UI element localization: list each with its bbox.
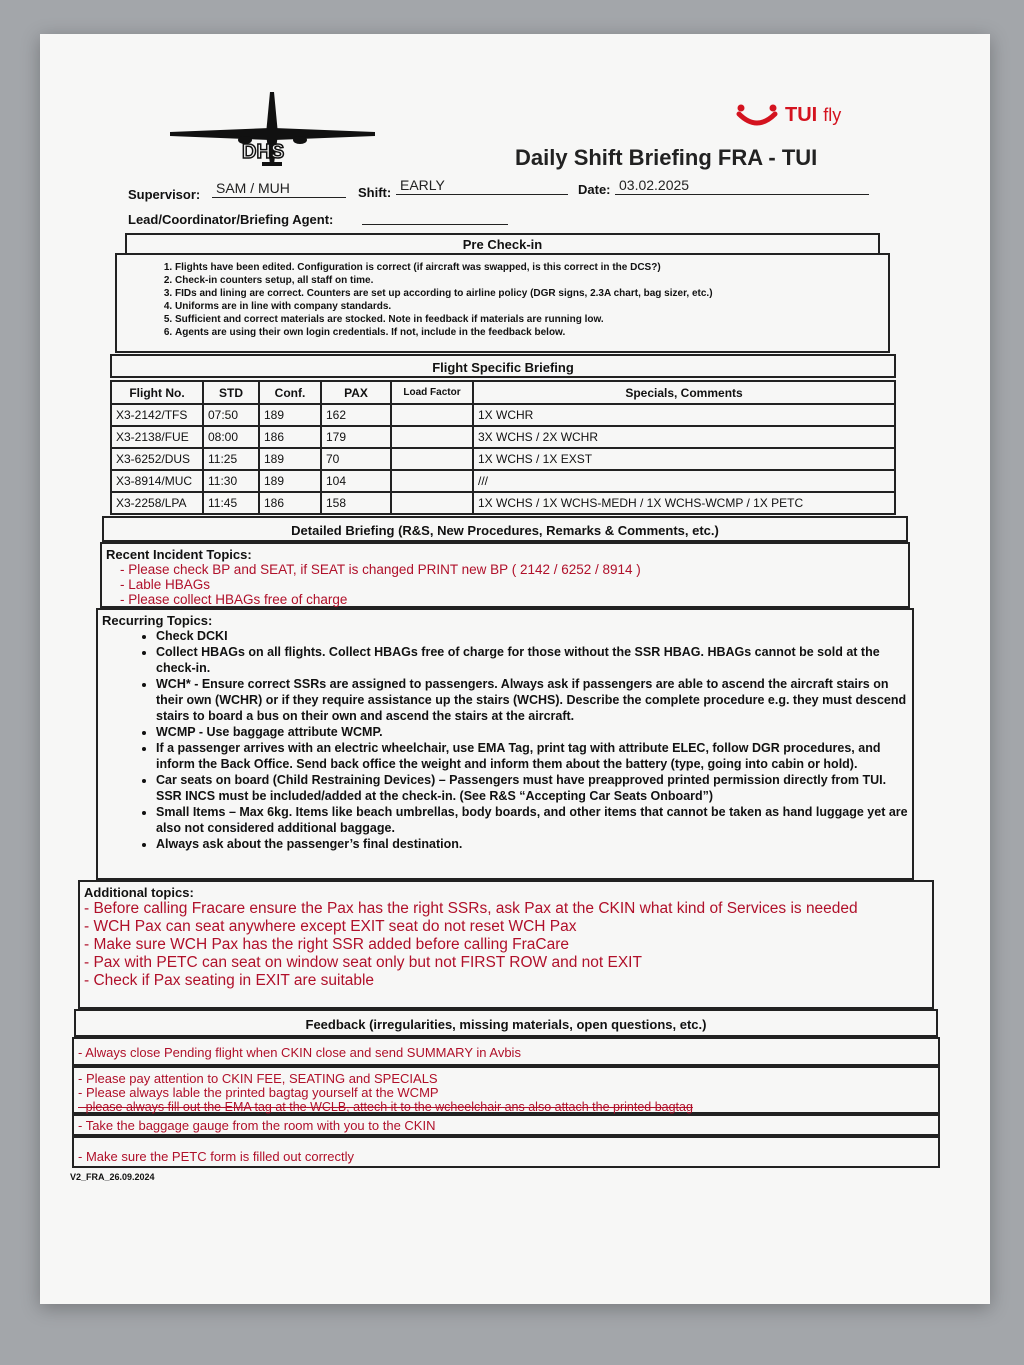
cell-conf: 186 [259, 492, 321, 514]
recent-incident-item: - Please collect HBAGs free of charge [120, 592, 348, 607]
cell-pax: 179 [321, 426, 391, 448]
feedback-line: - Please pay attention to CKIN FEE, SEATING and SPECIALS [78, 1071, 438, 1086]
cell-pax: 70 [321, 448, 391, 470]
flight-table [110, 380, 896, 515]
feedback-row [72, 1066, 940, 1114]
supervisor-label: Supervisor: [128, 187, 201, 202]
pre-checkin-item: 2. Check-in counters setup, all staff on time. [175, 274, 888, 287]
col-header: Conf. [259, 381, 321, 404]
additional-topic-item: - Check if Pax seating in EXIT are suitable [84, 972, 375, 989]
cell-pax: 158 [321, 492, 391, 514]
cell-std: 07:50 [203, 404, 259, 426]
cell-specials: 1X WCHS / 1X WCHS-MEDH / 1X WCHS-WCMP / 1X PETC [473, 492, 895, 514]
table-header-row [111, 381, 895, 404]
shift-value: EARLY [396, 176, 568, 195]
tui-brand-text: TUI [785, 103, 818, 126]
recurring-topic-item: • Collect HBAGs on all flights. Collect HBAGs free of charge for those without the SSR HBAG. HBAGs cannot be sold at the check-in. [156, 644, 908, 676]
version-label: V2_FRA_26.09.2024 [70, 1172, 155, 1182]
recurring-topic-item: • WCH* - Ensure correct SSRs are assigned to passengers. Always ask if passengers are able to ascend the aircraft stairs on their own (WCHR) or if they require assistance up the stairs (WCHS). Describe the complete procedure e.g. they must descend stairs to board a bus on their own and ascend the stairs at the aircraft. [156, 676, 908, 724]
cell-specials: /// [473, 470, 895, 492]
additional-topic-item: - Make sure WCH Pax has the right SSR added before calling FraCare [84, 936, 570, 953]
pre-checkin-item: 6. Agents are using their own login credentials. If not, include in the feedback below. [175, 326, 888, 339]
cell-load-factor [391, 448, 473, 470]
feedback-row [72, 1136, 940, 1168]
recent-incident-item: - Lable HBAGs [120, 577, 211, 592]
cell-specials: 1X WCHR [473, 404, 895, 426]
pre-checkin-title: Pre Check-in [125, 233, 880, 253]
recurring-topic-item: • If a passenger arrives with an electric wheelchair, use EMA Tag, print tag with attribute ELEC, follow DGR procedures, and inform the Back Office. Send back office the weight and inform them about the battery (type, going into cabin or hold). [156, 740, 908, 772]
dhs-airplane-logo [170, 84, 380, 174]
feedback-line: - Take the baggage gauge from the room with you to the CKIN [78, 1118, 436, 1133]
feedback-line: - please always fill out the EMA tag at the WCLB, attech it to the wcheelchair ans also attach the printed bagtag [78, 1100, 693, 1114]
table-row [111, 448, 895, 470]
tui-fly-logo [735, 102, 841, 128]
additional-topic-item: - WCH Pax can seat anywhere except EXIT seat do not reset WCH Pax [84, 918, 577, 935]
feedback-row [72, 1037, 940, 1066]
feedback-title: Feedback (irregularities, missing materials, open questions, etc.) [74, 1009, 938, 1037]
recurring-topics-heading: Recurring Topics: [102, 613, 213, 628]
cell-flight: X3-2142/TFS [111, 404, 203, 426]
cell-flight: X3-2138/FUE [111, 426, 203, 448]
cell-load-factor [391, 426, 473, 448]
recurring-topic-item: • Small Items – Max 6kg. Items like beach umbrellas, body boards, and other items that cannot be taken as hand luggage yet are also not considered additional baggage. [156, 804, 908, 836]
additional-topic-item: - Before calling Fracare ensure the Pax has the right SSRs, ask Pax at the CKIN what kind of Services is needed [84, 900, 858, 917]
table-row [111, 426, 895, 448]
recent-incident-item: - Please check BP and SEAT, if SEAT is changed PRINT new BP ( 2142 / 6252 / 8914 ) [120, 562, 641, 577]
detailed-briefing-title: Detailed Briefing (R&S, New Procedures, Remarks & Comments, etc.) [102, 516, 908, 542]
date-label: Date: [578, 182, 611, 197]
lead-agent-label: Lead/Coordinator/Briefing Agent: [128, 212, 334, 227]
col-header: PAX [321, 381, 391, 404]
recurring-topic-item: • Always ask about the passenger’s final destination. [156, 836, 908, 852]
cell-std: 11:30 [203, 470, 259, 492]
additional-topic-item: - Pax with PETC can seat on window seat only but not FIRST ROW and not EXIT [84, 954, 642, 971]
fly-brand-text: fly [823, 104, 842, 125]
shift-label: Shift: [358, 185, 392, 200]
feedback-line: - Make sure the PETC form is filled out correctly [78, 1149, 354, 1164]
recurring-topic-item: • Car seats on board (Child Restraining Devices) – Passengers must have preapproved printed permission directly from TUI. SSR INCS must be included/added at the check-in. (See R&S “Accepting Car Seats Onboard”) [156, 772, 908, 804]
cell-std: 11:45 [203, 492, 259, 514]
cell-flight: X3-2258/LPA [111, 492, 203, 514]
additional-topics-heading: Additional topics: [84, 885, 194, 900]
recurring-topics-section [96, 608, 914, 880]
cell-conf: 189 [259, 470, 321, 492]
pre-checkin-item: 5. Sufficient and correct materials are stocked. Note in feedback if materials are running low. [175, 313, 888, 326]
col-header: STD [203, 381, 259, 404]
recent-incidents-section [100, 542, 910, 608]
col-header: Load Factor [391, 381, 473, 404]
cell-load-factor [391, 470, 473, 492]
briefing-sheet [40, 34, 990, 1304]
cell-pax: 162 [321, 404, 391, 426]
feedback-line: - Always close Pending flight when CKIN close and send SUMMARY in Avbis [78, 1045, 521, 1060]
cell-conf: 189 [259, 448, 321, 470]
pre-checkin-item: 3. FIDs and lining are correct. Counters are set up according to airline policy (DGR signs, 2.3A chart, bag sizer, etc.) [175, 287, 888, 300]
cell-flight: X3-6252/DUS [111, 448, 203, 470]
additional-topics-section [78, 880, 934, 1009]
col-header: Specials, Comments [473, 381, 895, 404]
cell-specials: 3X WCHS / 2X WCHR [473, 426, 895, 448]
pre-checkin-item: 1. Flights have been edited. Configuration is correct (if aircraft was swapped, is this correct in the DCS?) [175, 261, 888, 274]
cell-conf: 189 [259, 404, 321, 426]
tui-smile-icon [735, 102, 779, 128]
lead-agent-value [362, 206, 508, 225]
cell-conf: 186 [259, 426, 321, 448]
col-header: Flight No. [111, 381, 203, 404]
cell-std: 08:00 [203, 426, 259, 448]
cell-std: 11:25 [203, 448, 259, 470]
cell-flight: X3-8914/MUC [111, 470, 203, 492]
cell-pax: 104 [321, 470, 391, 492]
pre-checkin-item: 4. Uniforms are in line with company standards. [175, 300, 888, 313]
page-title: Daily Shift Briefing FRA - TUI [515, 145, 818, 170]
recurring-topic-item: • Check DCKI [156, 628, 908, 644]
date-value: 03.02.2025 [615, 176, 869, 195]
cell-specials: 1X WCHS / 1X EXST [473, 448, 895, 470]
recurring-topic-item: • WCMP - Use baggage attribute WCMP. [156, 724, 908, 740]
cell-load-factor [391, 404, 473, 426]
feedback-row [72, 1114, 940, 1136]
table-row [111, 404, 895, 426]
table-row [111, 470, 895, 492]
flight-briefing-title: Flight Specific Briefing [110, 354, 896, 378]
pre-checkin-list [115, 253, 890, 353]
supervisor-value: SAM / MUH [212, 179, 346, 198]
recent-incidents-heading: Recent Incident Topics: [106, 547, 252, 562]
cell-load-factor [391, 492, 473, 514]
table-row [111, 492, 895, 514]
feedback-line: - Please always lable the printed bagtag yourself at the WCMP [78, 1085, 439, 1100]
dhs-logo-text: DHS [242, 141, 285, 163]
